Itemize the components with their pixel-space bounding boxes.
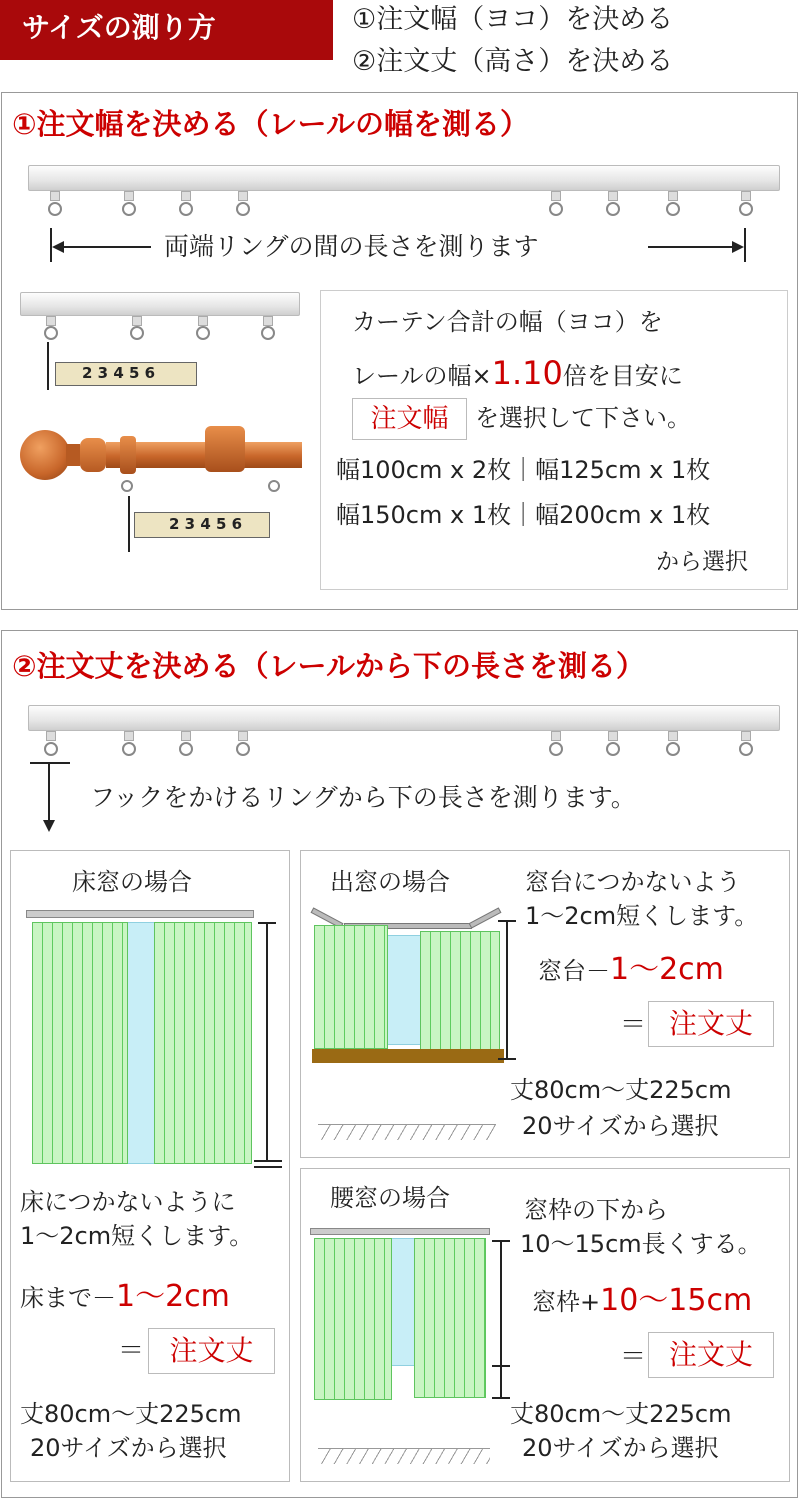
width-info-line2-pre: レールの幅× — [352, 362, 492, 390]
bay-window-illustration — [310, 905, 506, 1070]
width-section-title: ①注文幅を決める（レールの幅を測る） — [12, 107, 529, 141]
width-info-line1: カーテン合計の幅（ヨコ）を — [352, 308, 663, 336]
width-measure-caption: 両端リングの間の長さを測ります — [164, 232, 539, 261]
floor-equals: ＝ — [118, 1336, 145, 1366]
tape-marker-1 — [47, 342, 49, 390]
bay-note-line2: 1～2cm短くします。 — [525, 902, 759, 930]
waist-formula — [532, 1283, 753, 1318]
width-size-suffix: から選択 — [656, 549, 748, 575]
height-measure-top — [30, 762, 70, 764]
bay-sizes: 20サイズから選択 — [522, 1112, 719, 1140]
floor-height-line — [266, 922, 268, 1160]
waist-formula-value: 10～15cm — [600, 1283, 753, 1318]
header-step1: ①注文幅（ヨコ）を決める — [352, 4, 674, 35]
height-measure-caption: フックをかけるリングから下の長さを測ります。 — [90, 783, 636, 812]
bay-range: 丈80cm～丈225cm — [510, 1076, 732, 1104]
bay-result-badge: 注文丈 — [648, 1001, 774, 1047]
bay-formula — [538, 952, 724, 987]
tape-marker-2 — [128, 496, 130, 552]
waist-range: 丈80cm～丈225cm — [510, 1400, 732, 1428]
width-factor: 1.10 — [491, 354, 563, 392]
waist-note-line2: 10～15cm長くする。 — [520, 1230, 762, 1258]
floor-range: 丈80cm～丈225cm — [20, 1400, 242, 1428]
floor-note-line2: 1～2cm短くします。 — [20, 1222, 254, 1250]
floor-note-line1: 床につかないように — [20, 1188, 236, 1216]
floor-window-title: 床窓の場合 — [72, 868, 192, 896]
bay-height-bottom — [498, 1058, 516, 1060]
waist-window-title: 腰窓の場合 — [330, 1184, 450, 1212]
arrow-left-icon — [52, 241, 64, 253]
floor-sizes: 20サイズから選択 — [30, 1434, 227, 1462]
arrow-right-icon — [732, 241, 744, 253]
height-measure-line — [48, 762, 50, 822]
width-info-line2-post: 倍を目安に — [562, 362, 683, 390]
floor-formula-value: 1～2cm — [116, 1279, 230, 1314]
measure-line-left — [54, 246, 151, 248]
floor-height-bottom1 — [254, 1160, 282, 1162]
waist-equals: ＝ — [620, 1342, 647, 1372]
header-tab-title: サイズの測り方 — [0, 0, 333, 60]
width-size-row2: 幅150cm x 1枚｜幅200cm x 1枚 — [336, 501, 711, 529]
arrow-down-icon — [43, 820, 55, 832]
measure-tick-right — [744, 228, 746, 262]
bay-height-line — [506, 920, 508, 1058]
tape-measure-2: 2 3 4 5 6 — [134, 512, 270, 538]
measure-line-right — [648, 246, 742, 248]
waist-height-top — [492, 1240, 510, 1242]
bay-floor-hatch — [318, 1124, 496, 1140]
floor-window-illustration — [26, 908, 256, 1168]
width-info-line3: を選択して下さい。 — [475, 404, 691, 432]
waist-sizes: 20サイズから選択 — [522, 1434, 719, 1462]
floor-formula-pre: 床まで－ — [20, 1284, 116, 1312]
bay-formula-pre: 窓台－ — [538, 957, 610, 985]
height-section-title: ②注文丈を決める（レールから下の長さを測る） — [12, 649, 645, 683]
wooden-rod-illustration — [20, 422, 302, 512]
waist-height-line — [500, 1240, 502, 1398]
bay-equals: ＝ — [620, 1010, 647, 1040]
waist-height-bottom — [492, 1397, 510, 1399]
floor-result-badge: 注文丈 — [148, 1328, 275, 1374]
waist-floor-hatch — [318, 1448, 490, 1464]
floor-formula — [20, 1279, 230, 1314]
bay-height-top — [498, 920, 516, 922]
width-info-line2 — [352, 354, 683, 392]
rail-illustration-width — [28, 165, 780, 225]
waist-result-badge: 注文丈 — [648, 1332, 774, 1378]
waist-formula-pre: 窓枠+ — [532, 1288, 601, 1316]
order-width-badge: 注文幅 — [352, 398, 467, 440]
waist-window-illustration — [310, 1226, 492, 1406]
bay-formula-value: 1～2cm — [610, 952, 724, 987]
width-size-row1: 幅100cm x 2枚｜幅125cm x 1枚 — [336, 456, 711, 484]
waist-height-mid — [492, 1365, 510, 1367]
bay-note-line1: 窓台につかないよう — [525, 868, 741, 896]
floor-height-top — [258, 922, 276, 924]
floor-height-bottom2 — [254, 1166, 282, 1168]
bay-window-title: 出窓の場合 — [330, 868, 450, 896]
header-step2: ②注文丈（高さ）を決める — [352, 46, 674, 77]
rail-illustration-height — [28, 705, 780, 765]
tape-measure-1: 2 3 4 5 6 — [55, 362, 197, 386]
waist-note-line1: 窓枠の下から — [524, 1196, 668, 1224]
